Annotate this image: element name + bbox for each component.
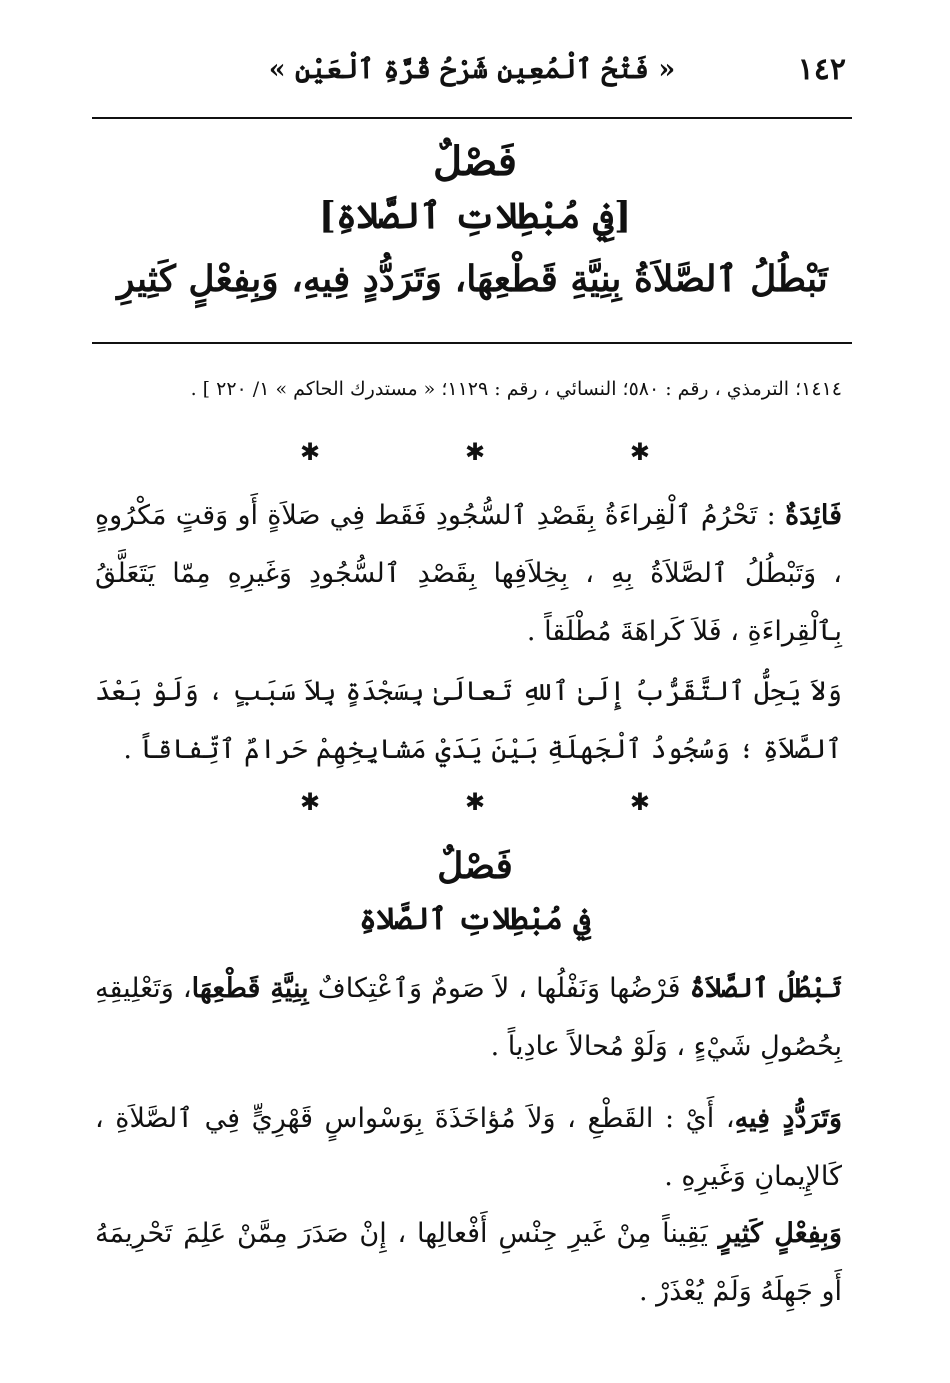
section-subtitle: [فِي مُبْطِلاتِ ٱلصَّلاةِ] <box>318 195 632 237</box>
matn-phrase: بِنِيَّةِ قَطْعِهَا <box>191 973 309 1004</box>
matn-verse: تَبْطُلُ ٱلصَّلاَةُ بِنِيَّةِ قَطْعِهَا، وَتَرَدُّدٍ فِيهِ، وَبِفِعْلٍ كَثِيرِ <box>117 258 828 300</box>
star-icon: ✱ <box>300 788 321 816</box>
section-heading-fasl: فَصْلٌ <box>432 138 518 185</box>
footnote: ١٤١٤؛ الترمذي ، رقم : ٥٨٠؛ النسائي ، رقم : ١١٢٩؛ « مستدرك الحاكم » ١/ ٢٢٠ ] . <box>190 378 842 400</box>
faida-label: فَائِدَةٌ <box>785 500 842 531</box>
sharh-text: ، وَتَعْلِيقِهِ بِحُصُولِ شَيْءٍ ، وَلَوْ مُحالاً عادِياً . <box>95 973 842 1062</box>
star-icon: ✱ <box>464 788 486 816</box>
section-subtitle-2: فِي مُبْطِلاتِ ٱلصَّلاةِ <box>359 902 591 937</box>
paragraph-faida <box>95 487 842 661</box>
sharh-text: يَقِيناً مِنْ غَيرِ جِنْسِ أَفْعالِها ، إِنْ صَدَرَ مِمَّنْ عَلِمَ تَحْرِيمَهُ أَو جَهِلَهُ وَلَمْ يُعْذَرْ . <box>95 1218 842 1307</box>
faida-text: : تَحْرُمُ ٱلْقِراءَةُ بِقَصْدِ ٱلسُّجُودِ فَقَط فِي صَلاَةٍ أَو وَقتٍ مَكْرُوهٍ ، وَتَبْطُلُ ٱلصَّلاَةُ بِهِ ، بِخِلاَفِها بِقَصْدِ ٱلسُّجُودِ وَغَيرِهِ مِمّا يَتَعَلَّقُ بِٱلْقِراءَةِ ، فَلاَ كَراهَةَ مُطْلَقاً . <box>95 500 842 647</box>
sharh-text: فَرْضُها وَنَفْلُها ، لاَ صَومٌ وَٱعْتِكافٌ <box>308 973 690 1004</box>
star-icon: ✱ <box>629 438 650 466</box>
running-title: « فَتْحُ ٱلْمُعِينِ شَرْحُ قُرَّةِ ٱلْعَيْنِ » <box>268 54 676 85</box>
paragraph-niyya <box>95 960 842 1076</box>
section-heading-fasl-2: فَصْلٌ <box>437 845 513 887</box>
page-header <box>92 48 852 108</box>
matn-phrase: وَبِفِعْلٍ كَثِيرٍ <box>718 1218 842 1249</box>
star-icon: ✱ <box>629 788 650 816</box>
page-number: ١٤٢ <box>797 52 846 87</box>
sharh-text: ، أَيْ : القَطْعِ ، وَلاَ مُؤاخَذَةَ بِوَسْواسٍ قَهْرِيٍّ فِي ٱلصَّلاَةِ ، كَالإِيمانِ وَغَيرِهِ . <box>95 1103 842 1192</box>
star-icon: ✱ <box>464 438 486 466</box>
matn-phrase: وَتَرَدُّدٍ فِيهِ <box>734 1103 842 1134</box>
star-icon: ✱ <box>300 438 321 466</box>
separator-stars <box>300 440 650 464</box>
footnote-rule <box>92 342 852 344</box>
paragraph-sajda: وَلاَ يَحِلُّ ٱلتَّقَرُّبُ إِلَىٰ ٱللهِ تَعالَىٰ بِسَجْدَةٍ بِلاَ سَبَبٍ ، وَلَوْ بَعْدَ ٱلصَّلاَةِ ؛ وَسُجُودُ ٱلْجَهلَةِ بَيْنَ يَدَيْ مَشايِخِهِمْ حَرامٌ ٱتِّفاقاً . <box>95 676 842 765</box>
paragraph-fil-kathir <box>95 1205 842 1321</box>
paragraph-taraddud <box>95 1090 842 1206</box>
separator-stars <box>300 790 650 814</box>
matn-phrase: تَبْطُلُ ٱلصَّلاَةُ <box>689 973 842 1004</box>
header-rule <box>92 117 852 119</box>
